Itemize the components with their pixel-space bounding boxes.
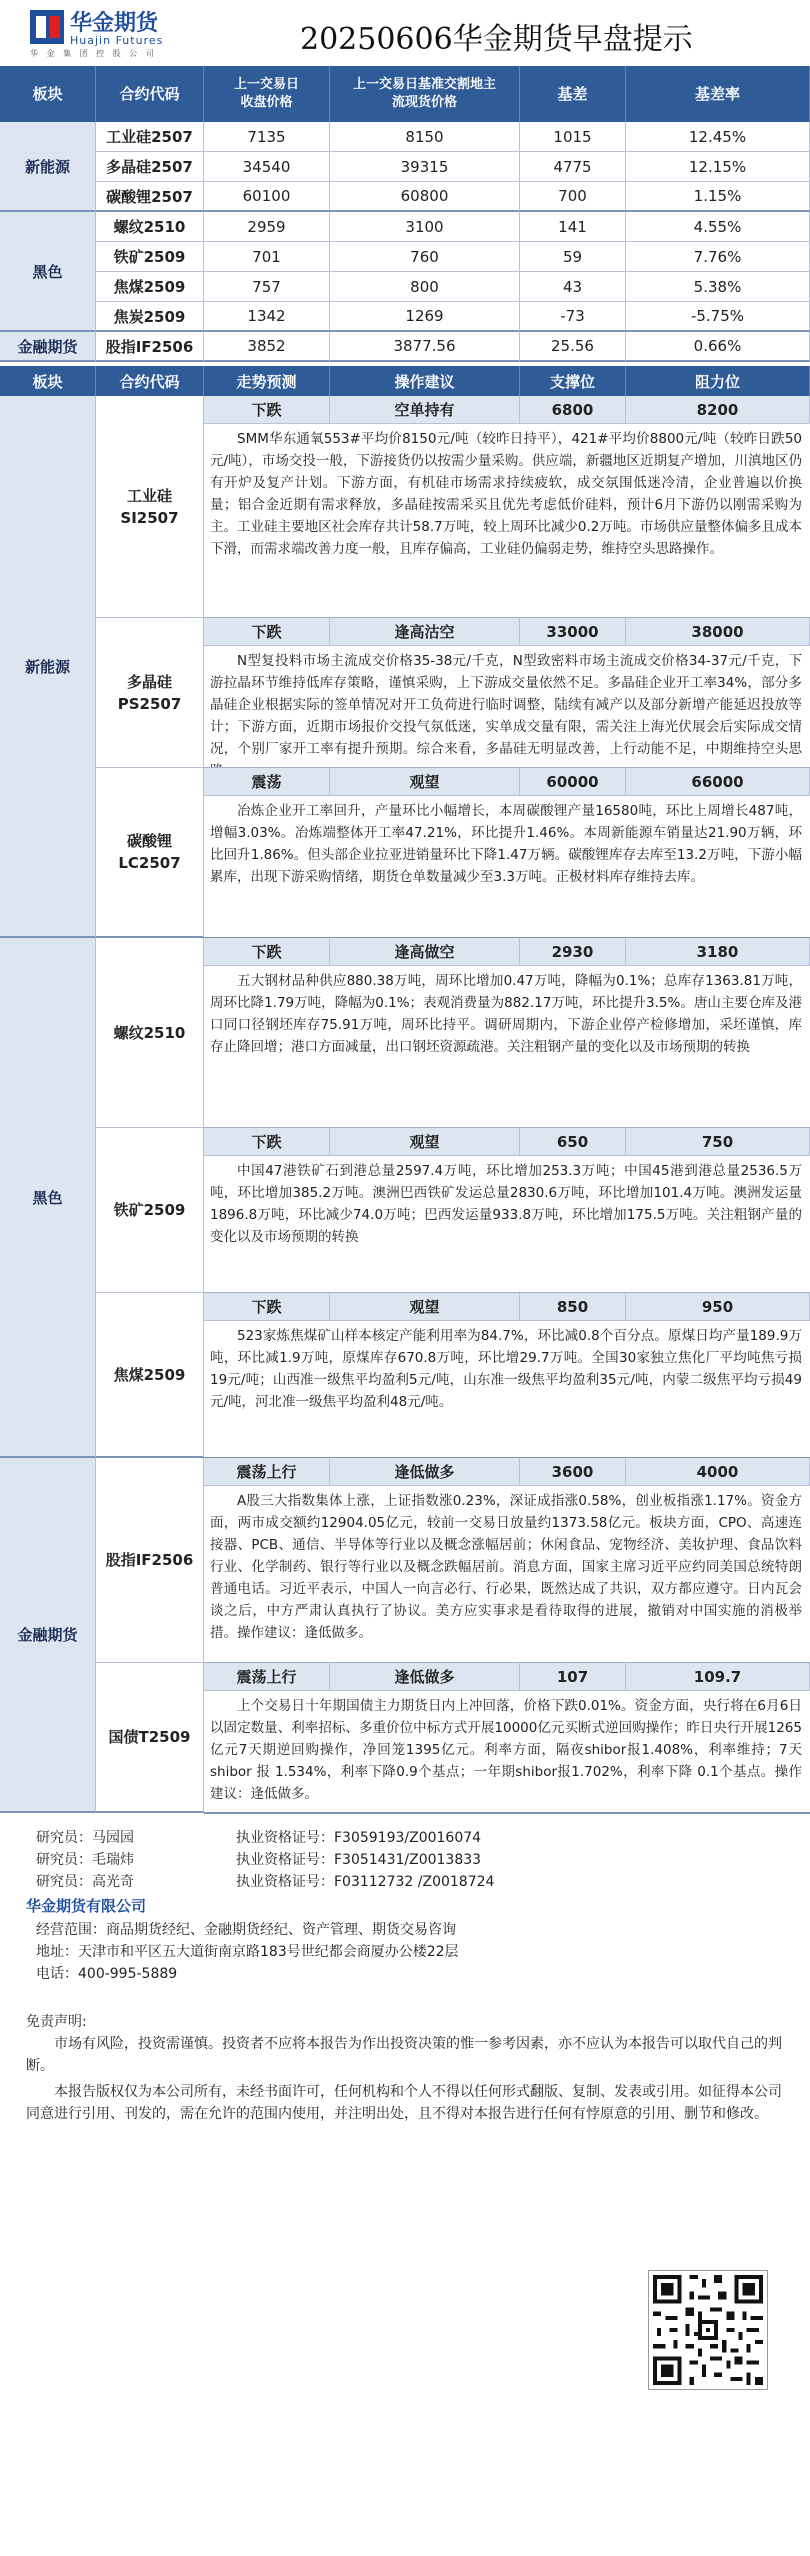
analysis-text: 523家炼焦煤矿山样本核定产能利用率为84.7%，环比减0.8个百分点。原煤日均产量189.9万吨，环比减1.9万吨，原煤库存670.8万吨，环比增29.7万吨。全国30家独立焦化厂平均吨焦亏损19元/吨；山西准一级焦平均盈利5元/吨，山东准一级焦平均盈利35元/吨，内蒙二级焦平均亏损49元/吨，河北准一级焦平均盈利48元/吨。 bbox=[210, 1328, 802, 1410]
analysis-text: N型复投料市场主流成交价格35-38元/千克，N型致密料市场主流成交价格34-37元/千克，下游拉晶环节维持低库存策略，谨慎采购，上下游成交量依然不足。多晶硅企业开工率34%，部分多晶硅企业根据实际的签单情况对开工负荷进行临时调整，陆续有减产以及部分新增产能延迟投放等计；下游方面，近期市场报价交投气氛低迷，实单成交量有限，需关注上海光伏展会后实际成交情况，个别厂家开工率有提升预期。综合来看，多晶硅无明显改善，上行动能不足，中期维持空头思 bbox=[210, 653, 802, 757]
table-cell-basis: 43 bbox=[520, 272, 626, 302]
contract-code-line1: 螺纹2510 bbox=[113, 1023, 186, 1042]
contract-code-line2: SI2507 bbox=[120, 508, 179, 527]
table-cell-basis: 1015 bbox=[520, 122, 626, 152]
table-header-cell: 操作建议 bbox=[330, 366, 520, 396]
contract-code-line2: PS2507 bbox=[117, 694, 182, 713]
contract-code: 焦炭2509 bbox=[96, 302, 204, 332]
researcher-cert: 执业资格证号：F3051431/Z0013833 bbox=[236, 1852, 482, 1868]
table-cell-close: 1342 bbox=[204, 302, 330, 332]
strategy-resist: 109.7 bbox=[626, 1663, 810, 1691]
strategy-resist: 750 bbox=[626, 1128, 810, 1156]
contract-code bbox=[96, 768, 204, 938]
strategy-support: 2930 bbox=[520, 938, 626, 966]
table-cell-close: 60100 bbox=[204, 182, 330, 212]
row-divider bbox=[204, 1812, 810, 1814]
strategy-trend: 震荡 bbox=[204, 768, 330, 796]
contract-code: 螺纹2510 bbox=[96, 212, 204, 242]
table-header-cell: 板块 bbox=[0, 366, 96, 396]
table-cell-basis: -73 bbox=[520, 302, 626, 332]
researcher-name: 研究员：毛瑞炜 bbox=[36, 1852, 134, 1868]
table-header-cell: 板块 bbox=[0, 66, 96, 122]
disclaimer-text: 市场有风险，投资需谨慎。投资者不应将本报告为作出投资决策的惟一参考因素，亦不应认为本报告可以取代自己的判断。 bbox=[26, 2036, 782, 2074]
disclaimer-title: 免责声明: bbox=[26, 2014, 87, 2030]
table-cell-basis: 4775 bbox=[520, 152, 626, 182]
contract-code bbox=[96, 1293, 204, 1458]
strategy-advice: 观望 bbox=[330, 768, 520, 796]
table-cell-spot: 3877.56 bbox=[330, 332, 520, 362]
table-cell-close: 701 bbox=[204, 242, 330, 272]
analysis-text: 中国47港铁矿石到港总量2597.4万吨，环比增加253.3万吨；中国45港到港总量2536.5万吨，环比增加385.2万吨。澳洲巴西铁矿发运总量2830.6万吨，环比增加101.4万吨。澳洲发运量1896.8万吨，环比减少74.0万吨；巴西发运量933.8万吨，环比增加175.5万吨。关注粗钢产量的变化以及市场预期的转换 bbox=[210, 1163, 802, 1245]
strategy-trend: 震荡上行 bbox=[204, 1458, 330, 1486]
strategy-support: 6800 bbox=[520, 396, 626, 424]
strategy-trend: 下跌 bbox=[204, 938, 330, 966]
analysis-text: SMM华东通氧553#平均价8150元/吨（较昨日持平），421#平均价8800元/吨（较昨日跌50元/吨），市场交投一般，下游接货仍以按需少量采购。供应端，新疆地区近期复产增加，川滇地区仍有开炉及复产计划。下游方面，有机硅市场需求持续疲软，成交氛围低迷冷清，企业普遍以价换量；铝合金近期有需求释放，多晶硅按需采买且优先考虑低价硅料，预计6月下游仍以刚需采购为主。工业硅主要地区社会库存共计58.7万吨，较上周环比减少0.2万吨。市场供应量整体偏多且成本下滑，而需求端改善力度一般，且库存偏高，工业硅仍偏弱走势，维持空头思路操作。 bbox=[210, 431, 802, 557]
table-cell-basis: 141 bbox=[520, 212, 626, 242]
contract-code: 工业硅2507 bbox=[96, 122, 204, 152]
company-name: 华金期货有限公司 bbox=[26, 1897, 147, 1915]
contract-code-line1: 国债T2509 bbox=[108, 1728, 191, 1746]
table-cell-spot: 39315 bbox=[330, 152, 520, 182]
qr-code-icon bbox=[648, 2270, 768, 2390]
contract-code bbox=[96, 1128, 204, 1293]
table-cell-rate: 1.15% bbox=[626, 182, 810, 212]
section-label: 黑色 bbox=[0, 212, 96, 332]
contract-code bbox=[96, 1663, 204, 1813]
table-header-cell: 上一交易日基准交割地主 流现货价格 bbox=[330, 66, 520, 122]
analysis-text: A股三大指数集体上涨，上证指数涨0.23%，深证成指涨0.58%，创业板指涨1.17%。资金方面，两市成交额约12904.05亿元，较前一交易日放量约1373.58亿元。板块方面，CPO、高速连接器、PCB、通信、半导体等行业以及概念涨幅居前；休闲食品、宠物经济、美妆护理、食品饮料行业、化学制药、银行等行业以及概念跌幅居前。消息方面，国家主席习近平应约同美国总统特朗普通电话。习近平表示，中国人一向言必行、行必果，既然达成了共识，双方都应遵守。日内瓦会谈之后，中方严肃认真执行了协议。美方应实事求是看待取得的进展，撤销对中国实施的消极举措。操作建议：逢低做多。 bbox=[210, 1493, 802, 1641]
table-header-cell: 支撑位 bbox=[520, 366, 626, 396]
strategy-resist: 38000 bbox=[626, 618, 810, 646]
table-header-cell: 合约代码 bbox=[96, 66, 204, 122]
strategy-advice: 逢高做空 bbox=[330, 938, 520, 966]
researcher-name: 研究员：高光奇 bbox=[36, 1874, 134, 1890]
table-cell-spot: 1269 bbox=[330, 302, 520, 332]
table-header-cell: 合约代码 bbox=[96, 366, 204, 396]
section-label: 黑色 bbox=[0, 938, 96, 1458]
strategy-resist: 4000 bbox=[626, 1458, 810, 1486]
table-header-cell: 基差 bbox=[520, 66, 626, 122]
table-cell-spot: 8150 bbox=[330, 122, 520, 152]
table-header-cell: 阻力位 bbox=[626, 366, 810, 396]
contract-code bbox=[96, 938, 204, 1128]
contract-code: 焦煤2509 bbox=[96, 272, 204, 302]
strategy-advice: 观望 bbox=[330, 1128, 520, 1156]
strategy-resist: 3180 bbox=[626, 938, 810, 966]
researcher-cert: 执业资格证号：F03112732 /Z0018724 bbox=[236, 1874, 495, 1890]
strategy-resist: 8200 bbox=[626, 396, 810, 424]
analysis-text: 冶炼企业开工率回升，产量环比小幅增长，本周碳酸锂产量16580吨，环比上周增长487吨，增幅3.03%。冶炼端整体开工率47.21%，环比提升1.46%。本周新能源车销量达21.90万辆，环比回升1.86%。但头部企业拉亚进销量环比下降1.47万辆。碳酸锂库存去库至13.2万吨，下游小幅累库，出现下游采购情绪，期货仓单数量减少至3.3万吨。正极材料库存维持去库。 bbox=[210, 803, 802, 885]
company-scope: 经营范围：商品期货经纪、金融期货经纪、资产管理、期货交易咨询 bbox=[36, 1922, 456, 1938]
logo-mark-left bbox=[36, 16, 46, 38]
table-cell-rate: 12.45% bbox=[626, 122, 810, 152]
section-label: 金融期货 bbox=[0, 1458, 96, 1813]
page-title: 20250606华金期货早盘提示 bbox=[300, 22, 693, 57]
strategy-trend: 下跌 bbox=[204, 1293, 330, 1321]
researcher-cert: 执业资格证号：F3059193/Z0016074 bbox=[236, 1830, 482, 1846]
contract-code: 多晶硅2507 bbox=[96, 152, 204, 182]
contract-code-line1: 焦煤2509 bbox=[113, 1365, 186, 1384]
table-header-cell: 走势预测 bbox=[204, 366, 330, 396]
section-label: 新能源 bbox=[0, 122, 96, 212]
contract-code bbox=[96, 396, 204, 618]
table-cell-close: 34540 bbox=[204, 152, 330, 182]
table-cell-spot: 3100 bbox=[330, 212, 520, 242]
analysis-text: 上个交易日十年期国债主力期货日内上冲回落，价格下跌0.01%。资金方面，央行将在6月6日以固定数量、利率招标、多重价位中标方式开展10000亿元买断式逆回购操作；昨日央行开展1265亿元7天期逆回购操作，净回笼1395亿元。利率方面，隔夜shibor报1.408%，利率维持；7天shibor 报 1.534%，利率下降0.9个基点；一年期shibor报1.702%，利率下降 0.1个基点。操作建议：逢低做多。 bbox=[210, 1698, 802, 1802]
strategy-advice: 逢高沽空 bbox=[330, 618, 520, 646]
table-header-cell: 上一交易日 收盘价格 bbox=[204, 66, 330, 122]
brand-tagline: 华 金 集 团 控 股 公 司 bbox=[30, 49, 157, 58]
contract-code bbox=[96, 618, 204, 768]
strategy-trend: 下跌 bbox=[204, 618, 330, 646]
strategy-trend: 下跌 bbox=[204, 396, 330, 424]
brand-name: 华金期货 bbox=[70, 11, 159, 36]
contract-code bbox=[96, 1458, 204, 1663]
table-cell-spot: 800 bbox=[330, 272, 520, 302]
contract-code-line1: 股指IF2506 bbox=[105, 1551, 194, 1569]
strategy-advice: 逢低做多 bbox=[330, 1663, 520, 1691]
brand-name-en: Huajin Futures bbox=[70, 34, 164, 47]
table-cell-spot: 60800 bbox=[330, 182, 520, 212]
strategy-resist: 66000 bbox=[626, 768, 810, 796]
table-cell-rate: 7.76% bbox=[626, 242, 810, 272]
contract-code-line2: LC2507 bbox=[118, 854, 181, 872]
contract-code: 股指IF2506 bbox=[96, 332, 204, 362]
logo-mark-right bbox=[50, 16, 60, 38]
strategy-advice: 空单持有 bbox=[330, 396, 520, 424]
company-address: 地址：天津市和平区五大道街南京路183号世纪都会商厦办公楼22层 bbox=[36, 1944, 459, 1960]
table-cell-close: 3852 bbox=[204, 332, 330, 362]
strategy-support: 107 bbox=[520, 1663, 626, 1691]
table-header-cell: 基差率 bbox=[626, 66, 810, 122]
table-cell-basis: 59 bbox=[520, 242, 626, 272]
strategy-advice: 观望 bbox=[330, 1293, 520, 1321]
strategy-trend: 震荡上行 bbox=[204, 1663, 330, 1691]
strategy-advice: 逢低做多 bbox=[330, 1458, 520, 1486]
table-cell-close: 7135 bbox=[204, 122, 330, 152]
strategy-support: 33000 bbox=[520, 618, 626, 646]
section-label: 新能源 bbox=[0, 396, 96, 938]
researcher-name: 研究员：马园园 bbox=[36, 1830, 134, 1846]
contract-code: 铁矿2509 bbox=[96, 242, 204, 272]
strategy-support: 850 bbox=[520, 1293, 626, 1321]
table-cell-rate: 4.55% bbox=[626, 212, 810, 242]
strategy-support: 650 bbox=[520, 1128, 626, 1156]
section-label: 金融期货 bbox=[0, 332, 96, 362]
analysis-text: 五大钢材品种供应880.38万吨，周环比增加0.47万吨，降幅为0.1%；总库存1363.81万吨，周环比降1.79万吨，降幅为0.1%；表观消费量为882.17万吨，环比提升3.5%。唐山主要仓库及港口同口径钢坯库存75.91万吨，周环比持平。调研周期内，下游企业停产检修增加，采坯谨慎，库存止降回增；港口方面减量，出口钢坯资源疏港。关注粗钢产量的变化以及市场预期的转换 bbox=[210, 973, 802, 1055]
strategy-support: 60000 bbox=[520, 768, 626, 796]
strategy-resist: 950 bbox=[626, 1293, 810, 1321]
disclaimer-text: 本报告版权仅为本公司所有，未经书面许可，任何机构和个人不得以任何形式翻版、复制、发表或引用。如征得本公司同意进行引用、刊发的，需在允许的范围内使用，并注明出处，且不得对本报告进行任何有悖原意的引用、删节和修改。 bbox=[26, 2084, 782, 2122]
strategy-support: 3600 bbox=[520, 1458, 626, 1486]
strategy-trend: 下跌 bbox=[204, 1128, 330, 1156]
contract-code-line1: 工业硅 bbox=[126, 486, 172, 505]
table-cell-basis: 700 bbox=[520, 182, 626, 212]
table-cell-rate: 5.38% bbox=[626, 272, 810, 302]
table-cell-basis: 25.56 bbox=[520, 332, 626, 362]
company-phone: 电话：400-995-5889 bbox=[36, 1966, 178, 1982]
table-cell-spot: 760 bbox=[330, 242, 520, 272]
contract-code: 碳酸锂2507 bbox=[96, 182, 204, 212]
table-cell-rate: 0.66% bbox=[626, 332, 810, 362]
contract-code-line1: 多晶硅 bbox=[126, 672, 172, 691]
table-cell-close: 757 bbox=[204, 272, 330, 302]
contract-code-line1: 碳酸锂 bbox=[126, 832, 172, 850]
contract-code-line1: 铁矿2509 bbox=[113, 1201, 186, 1219]
table-cell-rate: -5.75% bbox=[626, 302, 810, 332]
table-cell-rate: 12.15% bbox=[626, 152, 810, 182]
table-cell-close: 2959 bbox=[204, 212, 330, 242]
